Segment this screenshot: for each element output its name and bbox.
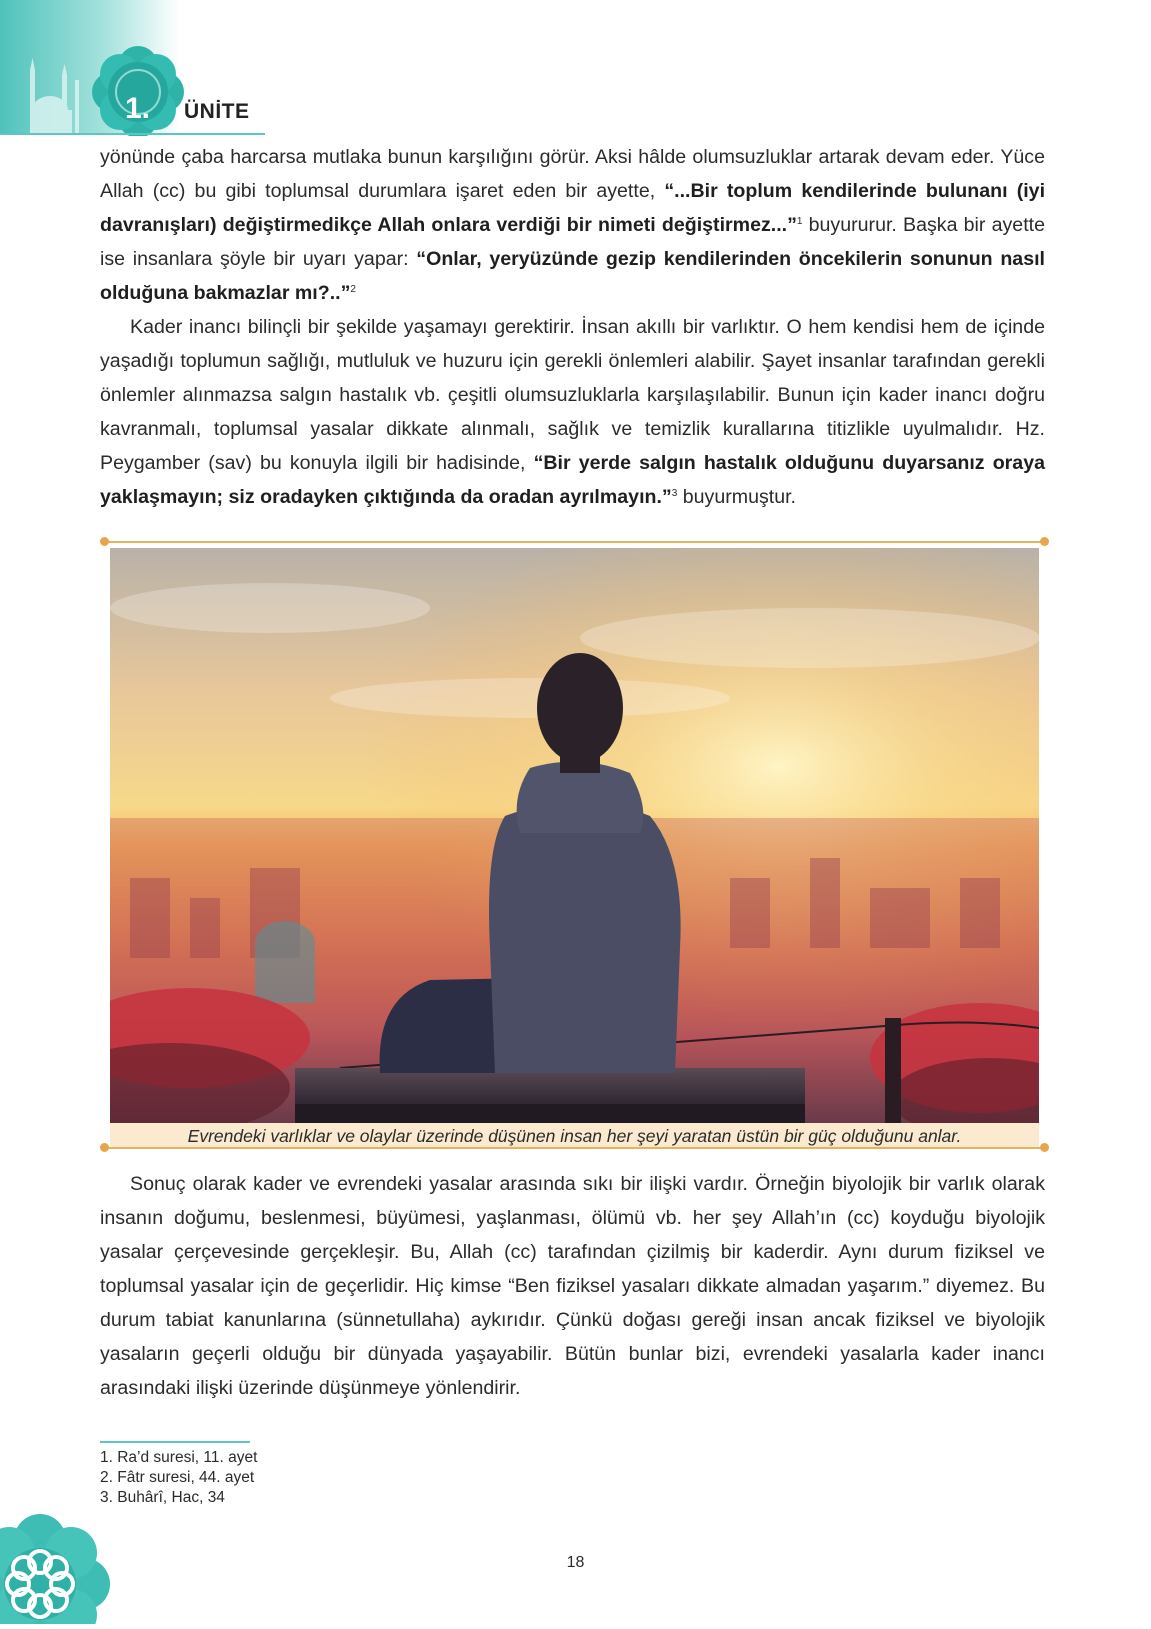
- figure-dot: [1040, 1143, 1049, 1152]
- figure-bottom-rule: [104, 1147, 1045, 1149]
- verse-quote-2: “Onlar, yeryüzünde gezip kendilerinden öncekilerin sonunun nasıl olduğuna bakmazlar mı?..”: [100, 248, 1045, 304]
- unit-label: ÜNİTE: [184, 100, 250, 123]
- paragraph-1: [100, 140, 1045, 310]
- footnote-1: 1. Ra’d suresi, 11. ayet: [100, 1449, 258, 1466]
- footnote-ref-1[interactable]: 1: [796, 216, 803, 227]
- footnotes: [100, 1448, 257, 1508]
- paragraph-2-text-b: buyurmuştur.: [677, 486, 796, 508]
- footnote-ref-2[interactable]: 2: [350, 284, 356, 295]
- paragraph-1-text-a: yönünde çaba harcarsa mutlaka bunun karşılığını görür. Aksi hâlde olumsuzluklar artarak devam eder. Yüce Allah (cc) bu gibi toplumsal durumlara işaret eden bir ayette,: [100, 146, 1045, 202]
- figure-caption: Evrendeki varlıklar ve olaylar üzerinde düşünen insan her şeyi yaratan üstün bir güç olduğunu anlar.: [110, 1123, 1039, 1147]
- figure-dot: [1040, 537, 1049, 546]
- figure-dot: [100, 537, 109, 546]
- body-text-bottom: [100, 1167, 1045, 1405]
- unit-number: 1.: [125, 92, 151, 125]
- paragraph-2-text-a: Kader inancı bilinçli bir şekilde yaşamayı gerektirir. İnsan akıllı bir varlıktır. O hem kendisi hem de içinde yaşadığı toplumun sağlığı, mutluluk ve huzuru için gerekli önlemleri alabilir. Şayet insanlar tarafından gerekli önlemler alınmazsa salgın hastalık vb. çeşitli olumsuzluklarla karşılaşılabilir. Bunun için kader inancı doğru kavranmalı, toplumsal yasalar dikkate alınmalı, sağlık ve temizlik kurallarına titizlikle uyulmalıdır. Hz. Peygamber (sav) bu konuyla ilgili bir hadisinde,: [100, 316, 1045, 474]
- verse-quote-1: “...Bir toplum kendilerinde bulunanı (iyi davranışları) değiştirmedikçe Allah onlara verdiği bir nimeti değiştirmez...”: [100, 180, 1046, 236]
- header-divider: [0, 133, 265, 135]
- photo-illustration: [110, 548, 1039, 1123]
- sunset-photo: [110, 548, 1039, 1123]
- figure-top-rule: [104, 541, 1045, 543]
- footnote-ref-3[interactable]: 3: [671, 488, 678, 499]
- footnote-divider: [100, 1441, 250, 1443]
- hadith-quote: “Bir yerde salgın hastalık olduğunu duyarsanız oraya yaklaşmayın; siz oradayken çıktığında da oradan ayrılmayın.”: [100, 452, 1045, 508]
- paragraph-3: Sonuç olarak kader ve evrendeki yasalar arasında sıkı bir ilişki vardır. Örneğin biyolojik bir varlık olarak insanın doğumu, beslenmesi, büyümesi, yaşlanması, ölümü vb. her şey Allah’ın (cc) koyduğu biyolojik yasalar çerçevesinde gerçekleşir. Bu, Allah (cc) tarafından çizilmiş bir kaderdir. Aynı durum fiziksel ve toplumsal yasalar için de geçerlidir. Hiç kimse “Ben fiziksel yasaları dikkate almadan yaşarım.” diyemez. Bu durum tabiat kanunlarına (sünnetullaha) aykırıdır. Çünkü doğası gereği insan ancak fiziksel ve biyolojik yasaların geçerli olduğu bir dünyada yaşayabilir. Bütün bunlar bizi, evrendeki yasalarla kader inancı arasındaki ilişki üzerinde düşünmeye yönlendirir.: [100, 1173, 1045, 1399]
- figure: [104, 541, 1045, 1149]
- paragraph-2: [100, 310, 1045, 514]
- figure-dot: [100, 1143, 109, 1152]
- paragraph-1-text-b: buyururur. Başka bir ayette ise insanlara şöyle bir uyarı yapar:: [100, 214, 1045, 270]
- page-number: 18: [566, 1554, 585, 1571]
- footnote-2: 2. Fâtr suresi, 44. ayet: [100, 1469, 255, 1486]
- body-text-top: [100, 140, 1045, 514]
- footnote-3: 3. Buhârî, Hac, 34: [100, 1489, 225, 1506]
